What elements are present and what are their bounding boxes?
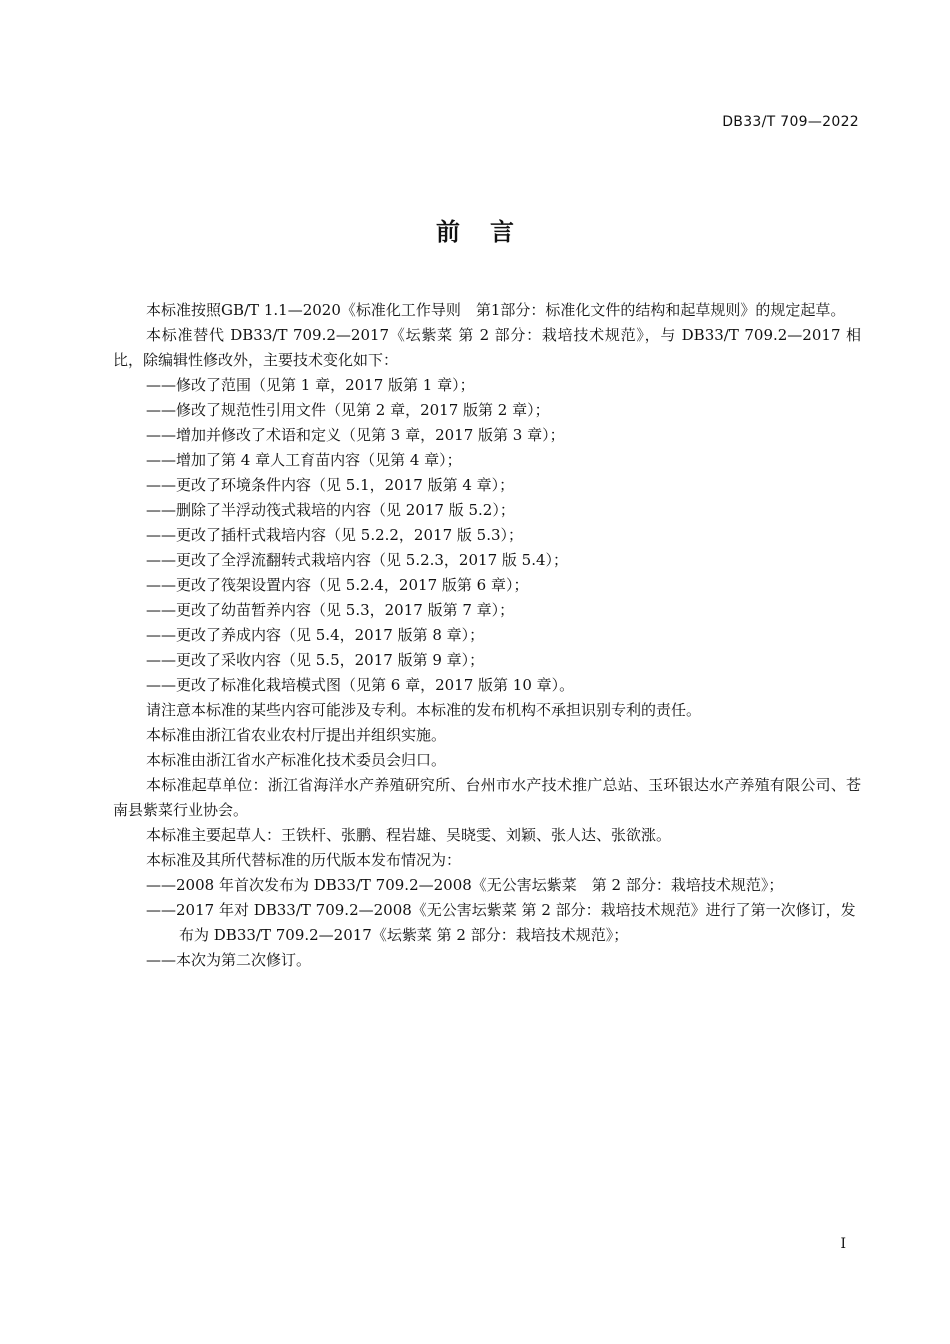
history-item: ——本次为第二次修订。 xyxy=(146,951,312,969)
paragraph-replacement: 本标准替代 DB33/T 709.2—2017《坛紫菜 第 2 部分：栽培技术规范》，与 DB33/T 709.2—2017 相比，除编辑性修改外，主要技术变化如下： xyxy=(113,326,861,369)
foreword-body xyxy=(113,298,861,973)
change-item: ——更改了环境条件内容（见 5.1，2017 版第 4 章）； xyxy=(146,476,515,494)
change-item: ——增加并修改了术语和定义（见第 3 章，2017 版第 3 章）； xyxy=(146,426,565,444)
change-item: ——更改了标准化栽培模式图（见第 6 章，2017 版第 10 章）。 xyxy=(146,676,575,694)
paragraph-proposer: 本标准由浙江省农业农村厅提出并组织实施。 xyxy=(146,726,447,744)
history-item: ——2008 年首次发布为 DB33/T 709.2—2008《无公害坛紫菜 第 2 部分：栽培技术规范》； xyxy=(146,876,784,894)
change-item: ——更改了采收内容（见 5.5，2017 版第 9 章）； xyxy=(146,651,485,669)
paragraph-drafting-units: 本标准起草单位：浙江省海洋水产养殖研究所、台州市水产技术推广总站、玉环银达水产养殖有限公司、苍南县紫菜行业协会。 xyxy=(113,776,861,819)
change-item: ——修改了规范性引用文件（见第 2 章，2017 版第 2 章）； xyxy=(146,401,550,419)
page-number: I xyxy=(840,1236,846,1252)
paragraph-drafting-rules: 本标准按照GB/T 1.1—2020《标准化工作导则 第1部分：标准化文件的结构和起草规则》的规定起草。 xyxy=(146,301,846,319)
change-item: ——修改了范围（见第 1 章，2017 版第 1 章）； xyxy=(146,376,475,394)
history-item: ——2017 年对 DB33/T 709.2—2008《无公害坛紫菜 第 2 部分：栽培技术规范》进行了第一次修订，发布为 DB33/T 709.2—2017《坛紫菜 第 2 部分：栽培技术规范》； xyxy=(146,901,856,944)
standard-code: DB33/T 709—2022 xyxy=(722,114,859,130)
change-item: ——更改了全浮流翻转式栽培内容（见 5.2.3，2017 版 5.4）； xyxy=(146,551,569,569)
paragraph-drafters: 本标准主要起草人：王铁杆、张鹏、程岩雄、吴晓雯、刘颖、张人达、张欲涨。 xyxy=(146,826,672,844)
change-item: ——更改了插杆式栽培内容（见 5.2.2，2017 版 5.3）； xyxy=(146,526,524,544)
change-item: ——更改了养成内容（见 5.4，2017 版第 8 章）； xyxy=(146,626,485,644)
paragraph-centralized: 本标准由浙江省水产标准化技术委员会归口。 xyxy=(146,751,447,769)
paragraph-history-intro: 本标准及其所代替标准的历代版本发布情况为： xyxy=(146,851,462,869)
paragraph-patent: 请注意本标准的某些内容可能涉及专利。本标准的发布机构不承担识别专利的责任。 xyxy=(146,701,702,719)
page-title: 前言 xyxy=(436,218,544,246)
change-item: ——更改了筏架设置内容（见 5.2.4，2017 版第 6 章）； xyxy=(146,576,529,594)
change-item: ——增加了第 4 章人工育苗内容（见第 4 章）； xyxy=(146,451,462,469)
change-item: ——删除了半浮动筏式栽培的内容（见 2017 版 5.2）； xyxy=(146,501,515,519)
change-item: ——更改了幼苗暂养内容（见 5.3，2017 版第 7 章）； xyxy=(146,601,515,619)
